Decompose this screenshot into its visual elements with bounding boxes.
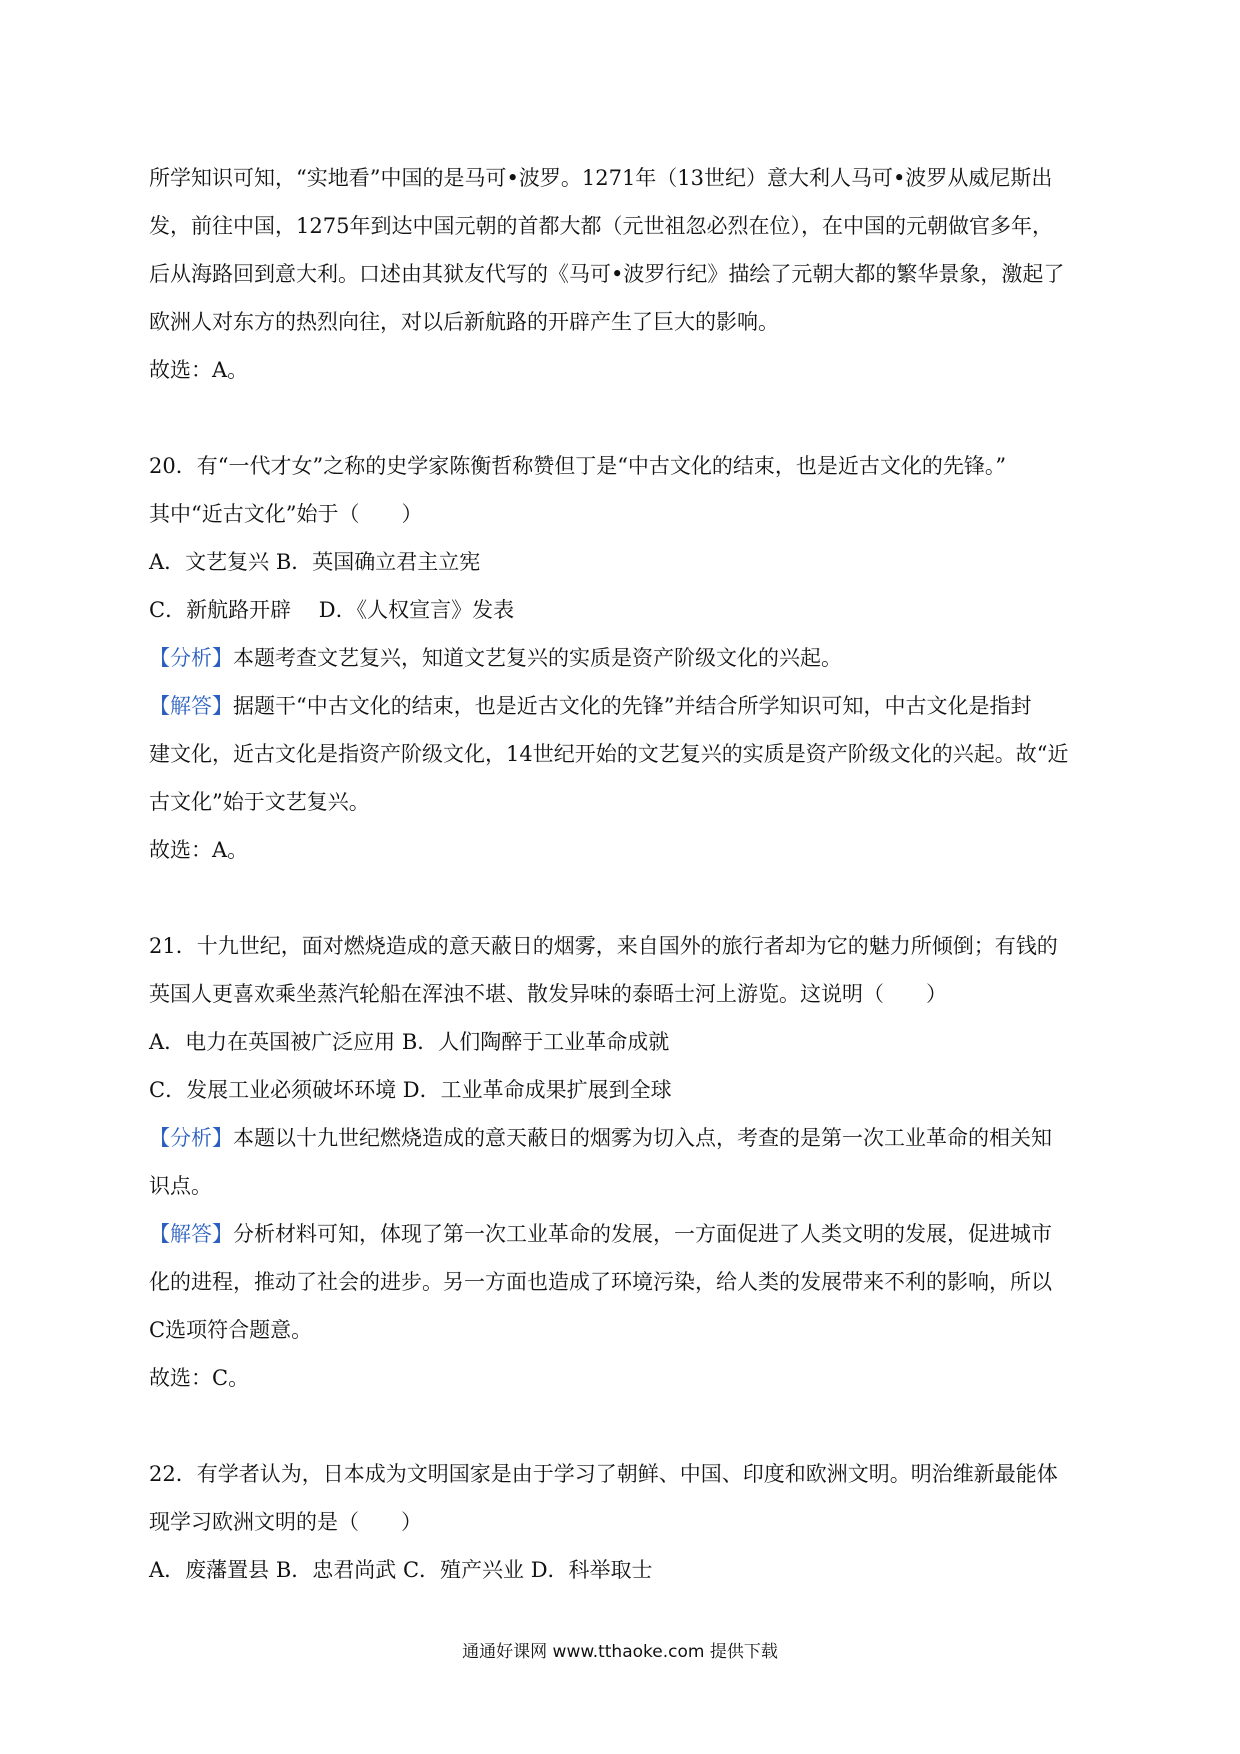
q21-answer-line: C选项符合题意。: [149, 1318, 313, 1342]
answer-tag: 【解答】: [149, 694, 233, 718]
q20-options: C．新航路开辟 D．《人权宣言》发表: [149, 598, 515, 622]
answer-text: 据题干“中古文化的结束，也是近古文化的先锋”并结合所学知识可知，中古文化是指封: [233, 694, 1032, 718]
q22-stem-line: 22．有学者认为，日本成为文明国家是由于学习了朝鲜、中国、印度和欧洲文明。明治维新最能体: [149, 1462, 1058, 1486]
q20-choice: 故选：A。: [149, 838, 249, 862]
q21-analysis-line: 识点。: [149, 1174, 212, 1198]
answer-tag: 【解答】: [149, 1222, 233, 1246]
q21-stem-line: 21．十九世纪，面对燃烧造成的意天蔽日的烟雾，来自国外的旅行者却为它的魅力所倾倒；有钱的: [149, 934, 1058, 958]
intro-line: 所学知识可知，“实地看”中国的是马可•波罗。1271年（13世纪）意大利人马可•波罗从威尼斯出: [149, 166, 1053, 190]
q21-answer: [149, 1210, 1099, 1258]
q21-choice: 故选：C。: [149, 1366, 250, 1390]
q22-options: A．废藩置县 B．忠君尚武 C．殖产兴业 D．科举取士: [149, 1558, 653, 1582]
q20-answer: [149, 682, 1099, 730]
analysis-text: 本题考查文艺复兴，知道文艺复兴的实质是资产阶级文化的兴起。: [233, 646, 842, 670]
q20-analysis: [149, 634, 1099, 682]
page-content: [149, 154, 1099, 1594]
q20-answer-line: 古文化”始于文艺复兴。: [149, 790, 370, 814]
q21-stem-line: 英国人更喜欢乘坐蒸汽轮船在浑浊不堪、散发异味的泰晤士河上游览。这说明（ ）: [149, 982, 947, 1006]
q21-options: C．发展工业必须破坏环境 D．工业革命成果扩展到全球: [149, 1078, 672, 1102]
q20-answer-line: 建文化，近古文化是指资产阶级文化，14世纪开始的文艺复兴的实质是资产阶级文化的兴起。故“近: [149, 742, 1069, 766]
analysis-tag: 【分析】: [149, 1126, 233, 1150]
q21-answer-line: 化的进程，推动了社会的进步。另一方面也造成了环境污染，给人类的发展带来不利的影响，所以: [149, 1270, 1052, 1294]
intro-line: 欧洲人对东方的热烈向往，对以后新航路的开辟产生了巨大的影响。: [149, 310, 779, 334]
intro-choice: 故选：A。: [149, 358, 249, 382]
intro-line: 发，前往中国，1275年到达中国元朝的首都大都（元世祖忽必烈在位），在中国的元朝做官多年，: [149, 214, 1053, 238]
analysis-text: 本题以十九世纪燃烧造成的意天蔽日的烟雾为切入点，考查的是第一次工业革命的相关知: [233, 1126, 1052, 1150]
q21-options: A．电力在英国被广泛应用 B．人们陶醉于工业革命成就: [149, 1030, 670, 1054]
q20-options: A．文艺复兴 B．英国确立君主立宪: [149, 550, 481, 574]
analysis-tag: 【分析】: [149, 646, 233, 670]
q21-analysis: [149, 1114, 1099, 1162]
q20-stem-line: 其中“近古文化”始于（ ）: [149, 502, 423, 526]
q22-stem-line: 现学习欧洲文明的是（ ）: [149, 1510, 422, 1534]
q20-stem-line: 20．有“一代才女”之称的史学家陈衡哲称赞但丁是“中古文化的结束，也是近古文化的先锋。”: [149, 454, 1007, 478]
intro-line: 后从海路回到意大利。口述由其狱友代写的《马可•波罗行纪》描绘了元朝大都的繁华景象，激起了: [149, 262, 1065, 286]
page-footer: 通通好课网 www.tthaoke.com 提供下载: [462, 1642, 778, 1662]
answer-text: 分析材料可知，体现了第一次工业革命的发展，一方面促进了人类文明的发展，促进城市: [233, 1222, 1052, 1246]
